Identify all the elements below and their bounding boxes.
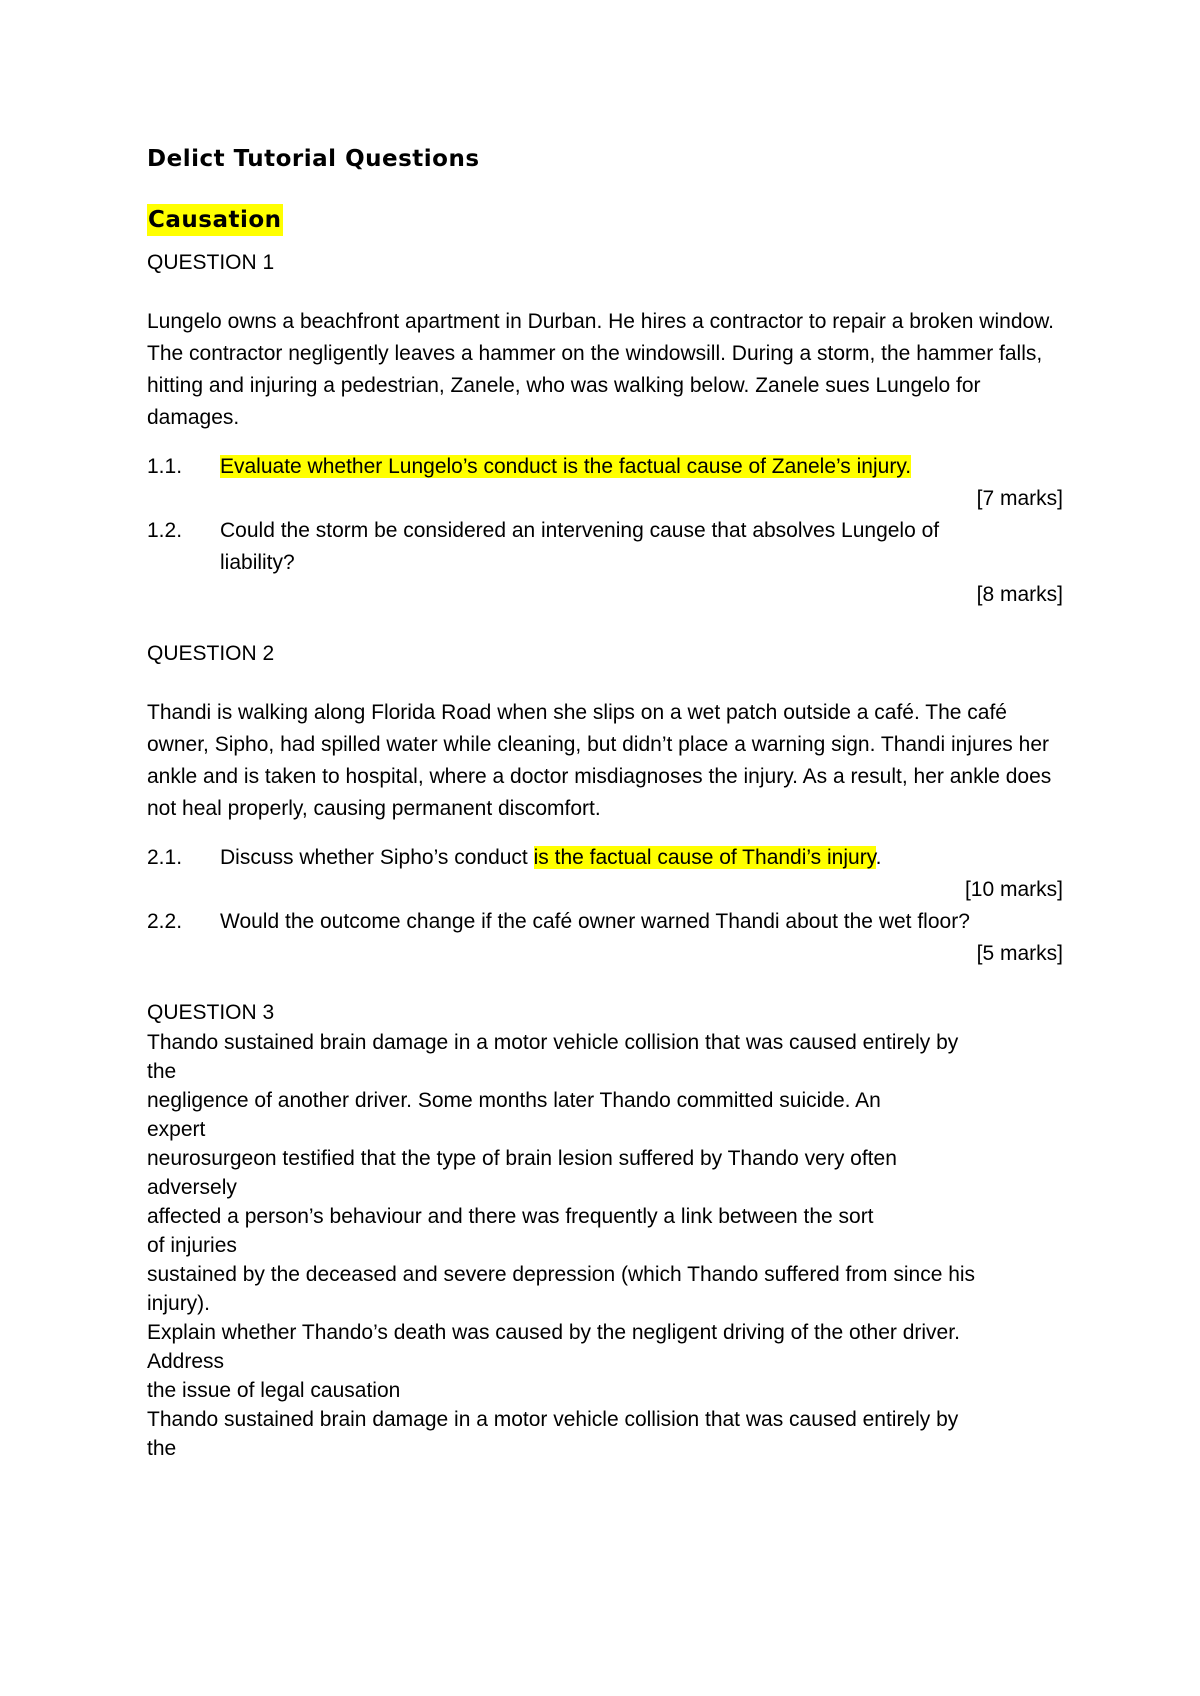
document-page [147, 0, 1063, 1696]
question-1-2-number: 1.2. [147, 519, 183, 542]
question-1-1 [147, 451, 1063, 483]
question-2-1-number: 2.1. [147, 846, 183, 869]
question-2-1-highlight: is the factual cause of Thandi’s injury [533, 846, 876, 869]
question-2-2-marks: [5 marks] [976, 942, 1063, 965]
question-3-line: of injuries [147, 1234, 237, 1257]
question-2-2-number: 2.2. [147, 910, 183, 933]
question-1-2-text: Could the storm be considered an intervening cause that absolves Lungelo of liability? [220, 519, 940, 574]
question-3-body [147, 1028, 1063, 1463]
question-3-line: injury). [147, 1292, 211, 1315]
question-1-1-marks: [7 marks] [976, 487, 1063, 510]
question-2-1-text-end: . [875, 846, 882, 869]
question-3-line: Thando sustained brain damage in a motor vehicle collision that was caused entirely by [147, 1408, 959, 1431]
question-1-1-number: 1.1. [147, 455, 183, 478]
question-2-1-text: Discuss whether Sipho’s conduct [220, 846, 534, 869]
question-2-2 [147, 906, 1063, 938]
question-3-line: sustained by the deceased and severe depression (which Thando suffered from since his [147, 1263, 976, 1286]
question-3-line: neurosurgeon testified that the type of brain lesion suffered by Thando very often [147, 1147, 897, 1170]
question-3-line: negligence of another driver. Some months later Thando committed suicide. An [147, 1089, 881, 1112]
question-3-heading: QUESTION 3 [147, 1001, 275, 1024]
question-3-line: Explain whether Thando’s death was caused by the negligent driving of the other driver. [147, 1321, 960, 1344]
question-3-line: expert [147, 1118, 206, 1141]
question-2-1-marks: [10 marks] [964, 878, 1063, 901]
question-3-line: the issue of legal causation [147, 1379, 401, 1402]
question-1-2 [147, 515, 1063, 579]
question-3-line: adversely [147, 1176, 237, 1199]
section-heading-causation: Causation [147, 204, 283, 236]
question-1-1-text: Evaluate whether Lungelo’s conduct is the factual cause of Zanele’s injury. [220, 455, 912, 478]
question-1-scenario-text: Lungelo owns a beachfront apartment in Durban. He hires a contractor to repair a broken window. The contractor negligently leaves a hammer on the windowsill. During a storm, the hammer falls, hitting and injuring a pedestrian, Zanele, who was walking below. Zanele sues Lungelo for damages. [147, 310, 1055, 429]
question-1-scenario [147, 306, 1063, 434]
question-3-line: Thando sustained brain damage in a motor vehicle collision that was caused entirely by [147, 1031, 959, 1054]
question-2-heading: QUESTION 2 [147, 642, 275, 665]
document-title: Delict Tutorial Questions [147, 146, 480, 172]
question-2-scenario-text: Thandi is walking along Florida Road when she slips on a wet patch outside a café. The café owner, Sipho, had spilled water while cleaning, but didn’t place a warning sign. Thandi injures her ankle and is taken to hospital, where a doctor misdiagnoses the injury. As a result, her ankle does not heal properly, causing permanent discomfort. [147, 701, 1052, 820]
question-3-line: the [147, 1060, 177, 1083]
question-2-2-text: Would the outcome change if the café owner warned Thandi about the wet floor? [220, 910, 970, 933]
question-2-1 [147, 842, 1063, 874]
question-3-line: affected a person’s behaviour and there was frequently a link between the sort [147, 1205, 874, 1228]
question-3-line: Address [147, 1350, 225, 1373]
question-1-2-marks: [8 marks] [976, 583, 1063, 606]
question-2-scenario [147, 697, 1063, 825]
question-1-heading: QUESTION 1 [147, 251, 275, 274]
question-3-line: the [147, 1437, 177, 1460]
